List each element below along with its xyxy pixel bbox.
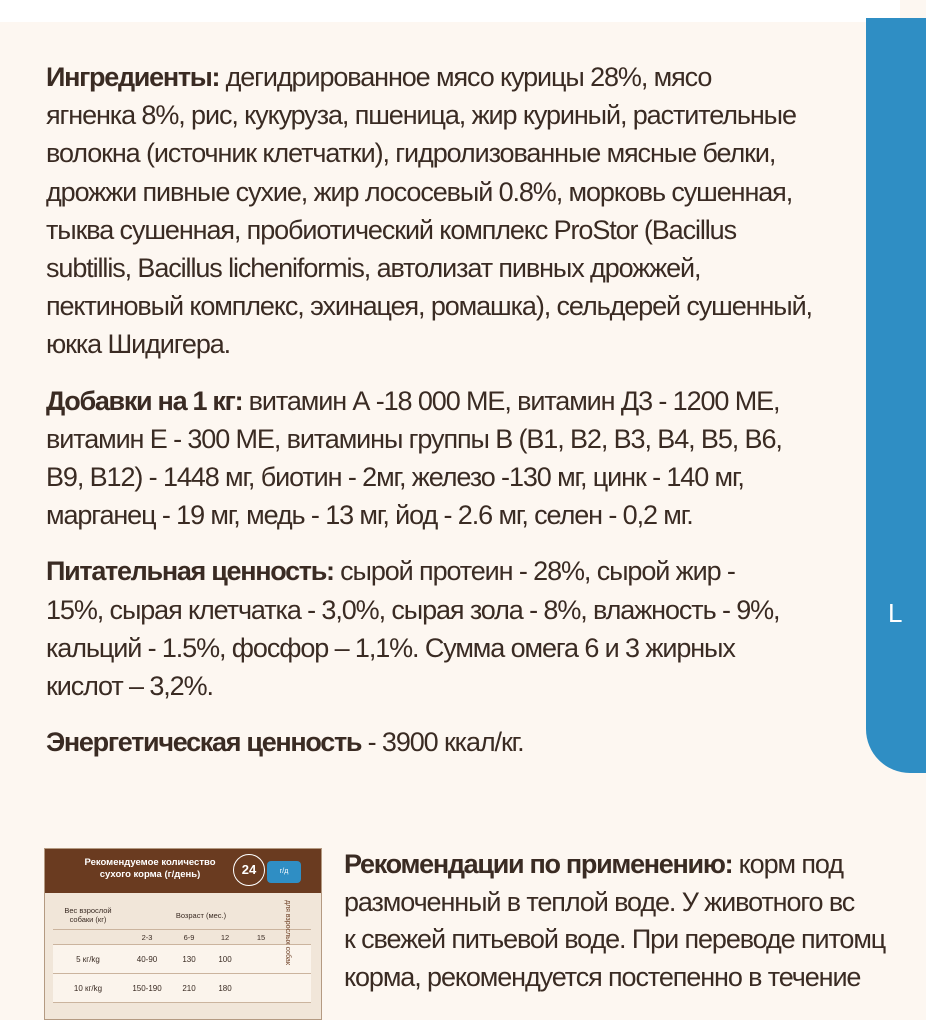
nutrition-line-3: кальций - 1.5%, фосфор – 1,1%. Сумма омега 6 и 3 жирных (46, 632, 735, 663)
nutrition-line-4: кислот – 3,2%. (46, 671, 213, 702)
weight-cell: 10 кг/kg (73, 983, 103, 993)
hours-badge-icon: 24 (233, 854, 265, 886)
recommendations-line-4: корма, рекомендуется постепенно в течение (344, 961, 861, 992)
nutrition-line-2: 15%, сырая клетчатка - 3,0%, сырая зола - 8%, влажность - 9%, (46, 594, 780, 625)
additives-line-2: витамин Е - 300 МЕ, витамины группы В (В1, В2, В3, В4, В5, В6, (46, 423, 782, 454)
ingredients-line-3: волокна (источник клетчатки), гидролизованные мясные белки, (46, 138, 776, 169)
amount-cell: 150-190 (132, 983, 162, 993)
recommendations-line-1: Рекомендации по применению: корм под (344, 849, 843, 879)
ingredients-line-8: юкка Шидигера. (46, 329, 231, 360)
nutrition-paragraph (46, 552, 806, 705)
ingredients-line-6: subtillis, Bacillus licheniformis, автолизат пивных дрожжей, (46, 253, 701, 284)
recommendations-paragraph (344, 846, 900, 996)
additives-label: Добавки на 1 кг: (46, 385, 243, 416)
recommendations-text (344, 846, 900, 996)
amount-cell: 100 (218, 954, 232, 964)
ingredients-line-5: тыква сушенная, пробиотический комплекс ProStor (Bacillus (46, 214, 736, 245)
food-bowl-icon: г/д (267, 861, 301, 883)
ingredients-line-4: дрожжи пивные сухие, жир лососевый 0.8%, морковь сушенная, (46, 176, 793, 207)
amount-cell: 40-90 (136, 954, 158, 964)
ingredients-line-2: ягненка 8%, рис, кукуруза, пшеница, жир куриный, растительные (46, 100, 796, 131)
amount-cell: 180 (218, 983, 232, 993)
age-cell: 15 (256, 932, 266, 942)
ingredients-label: Ингредиенты: (46, 62, 220, 92)
energy-line (46, 723, 806, 761)
ingredients-line-1: Ингредиенты: дегидрированное мясо курицы 28%, мясо (46, 62, 712, 92)
side-panel-letter: L (888, 598, 903, 628)
blue-side-panel (866, 18, 926, 773)
weight-cell: 5 кг/kg (76, 954, 100, 964)
table-row (53, 945, 311, 974)
age-cell: 12 (220, 932, 230, 942)
age-row (53, 930, 311, 945)
energy-label: Энергетическая ценность (46, 727, 362, 758)
feeding-table-title: Рекомендуемое количество сухого корма (г/день) (84, 857, 216, 880)
top-strip (0, 0, 900, 22)
nutrition-line-1: Питательная ценность: сырой протеин - 28%, сырой жир - (46, 556, 735, 587)
composition-text (46, 58, 812, 779)
feeding-side-label: для взрослых собак (284, 900, 291, 965)
ingredients-line-7: пектиновый комплекс, эхинацея, ромашка), сельдерей сушенный, (46, 291, 812, 322)
additives-line-4: марганец - 19 мг, медь - 13 мг, йод - 2.6 мг, селен - 0,2 мг. (46, 500, 693, 531)
additives-line-1: Добавки на 1 кг: витамин А -18 000 МЕ, витамин Д3 - 1200 МЕ, (46, 385, 780, 416)
recommendations-line-2: размоченный в теплой воде. У животного вс (344, 886, 855, 917)
table-row (53, 974, 311, 1003)
additives-paragraph (46, 382, 806, 535)
energy-paragraph (46, 723, 806, 761)
weight-header: Вес взрослой собаки (кг) (64, 906, 112, 924)
feeding-table (44, 848, 322, 1020)
age-cell: 6-9 (183, 932, 195, 942)
age-cell: 2-3 (141, 932, 153, 942)
recommendations-line-3: к свежей питьевой воде. При переводе питомц (344, 924, 886, 954)
energy-value: - 3900 ккал/кг. (361, 727, 524, 758)
additives-line-3: В9, В12) - 1448 мг, биотин - 2мг, железо -130 мг, цинк - 140 мг, (46, 462, 744, 493)
amount-cell: 130 (182, 954, 196, 964)
ingredients-paragraph (46, 58, 812, 364)
nutrition-label: Питательная ценность: (46, 556, 334, 587)
feeding-table-header (45, 849, 321, 893)
amount-cell: 210 (182, 983, 196, 993)
recommendations-label: Рекомендации по применению: (344, 849, 733, 879)
age-header: Возраст (мес.) (175, 910, 227, 920)
feeding-grid (53, 901, 311, 1003)
feeding-header-row (53, 901, 311, 930)
